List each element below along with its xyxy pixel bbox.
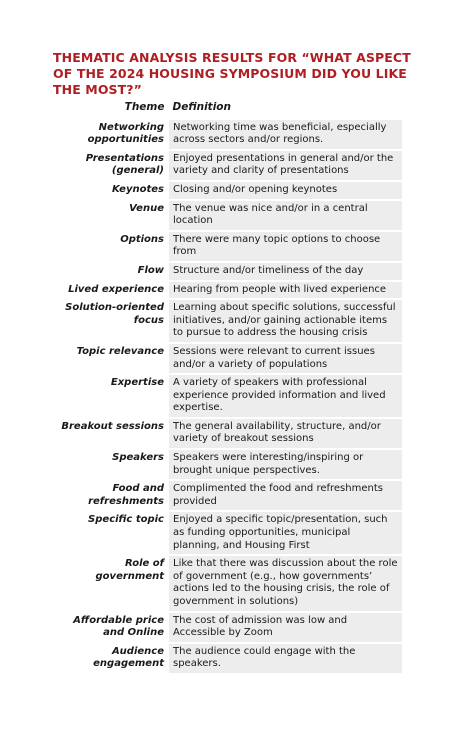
definition-cell: The venue was nice and/or in a central location (169, 200, 403, 231)
table-header-row (53, 101, 402, 119)
theme-cell: Breakout sessions (53, 418, 169, 449)
theme-cell: Keynotes (53, 181, 169, 200)
table-row (53, 612, 402, 643)
theme-cell: Lived experience (53, 281, 169, 300)
theme-cell: Affordable price and Online (53, 612, 169, 643)
definition-cell: Sessions were relevant to current issues and/or a variety of populations (169, 343, 403, 374)
table-row (53, 262, 402, 281)
theme-cell: Specific topic (53, 511, 169, 555)
theme-cell: Options (53, 231, 169, 262)
theme-column-header: Theme (53, 101, 169, 119)
table-row (53, 281, 402, 300)
theme-cell: Expertise (53, 374, 169, 418)
definition-cell: Complimented the food and refreshments provided (169, 480, 403, 511)
definition-cell: Enjoyed a specific topic/presentation, such as funding opportunities, municipal planning, and Housing First (169, 511, 403, 555)
theme-cell: Networking opportunities (53, 119, 169, 150)
theme-cell: Presentations (general) (53, 150, 169, 181)
definition-cell: Learning about specific solutions, successful initiatives, and/or gaining actionable items to pursue to address the housing crisis (169, 299, 403, 343)
table-row (53, 119, 402, 150)
table-row (53, 480, 402, 511)
table-row (53, 643, 402, 673)
table-body (53, 119, 402, 673)
definition-cell: Hearing from people with lived experience (169, 281, 403, 300)
definition-cell: There were many topic options to choose from (169, 231, 403, 262)
themes-table (53, 101, 402, 673)
document-title: THEMATIC ANALYSIS RESULTS FOR “WHAT ASPECT OF THE 2024 HOUSING SYMPOSIUM DID YOU LIKE THE MOST?” (53, 50, 411, 97)
theme-cell: Audience engagement (53, 643, 169, 673)
table-row (53, 418, 402, 449)
table-row (53, 449, 402, 480)
table-row (53, 181, 402, 200)
definition-cell: Like that there was discussion about the role of government (e.g., how governments’ actions led to the housing crisis, the role of government in solutions) (169, 555, 403, 611)
definition-cell: Speakers were interesting/inspiring or brought unique perspectives. (169, 449, 403, 480)
table-row (53, 150, 402, 181)
definition-cell: The cost of admission was low and Accessible by Zoom (169, 612, 403, 643)
definition-cell: The general availability, structure, and/or variety of breakout sessions (169, 418, 403, 449)
theme-cell: Role of government (53, 555, 169, 611)
definition-column-header: Definition (169, 101, 403, 119)
table-row (53, 555, 402, 611)
table-row (53, 374, 402, 418)
theme-cell: Solution-oriented focus (53, 299, 169, 343)
definition-cell: Networking time was beneficial, especially across sectors and/or regions. (169, 119, 403, 150)
definition-cell: Structure and/or timeliness of the day (169, 262, 403, 281)
table-row (53, 511, 402, 555)
theme-cell: Topic relevance (53, 343, 169, 374)
theme-cell: Food and refreshments (53, 480, 169, 511)
table-row (53, 299, 402, 343)
definition-cell: A variety of speakers with professional experience provided information and lived expertise. (169, 374, 403, 418)
theme-cell: Speakers (53, 449, 169, 480)
definition-cell: Closing and/or opening keynotes (169, 181, 403, 200)
table-row (53, 200, 402, 231)
table-row (53, 231, 402, 262)
theme-cell: Venue (53, 200, 169, 231)
definition-cell: Enjoyed presentations in general and/or the variety and clarity of presentations (169, 150, 403, 181)
definition-cell: The audience could engage with the speakers. (169, 643, 403, 673)
theme-cell: Flow (53, 262, 169, 281)
table-row (53, 343, 402, 374)
